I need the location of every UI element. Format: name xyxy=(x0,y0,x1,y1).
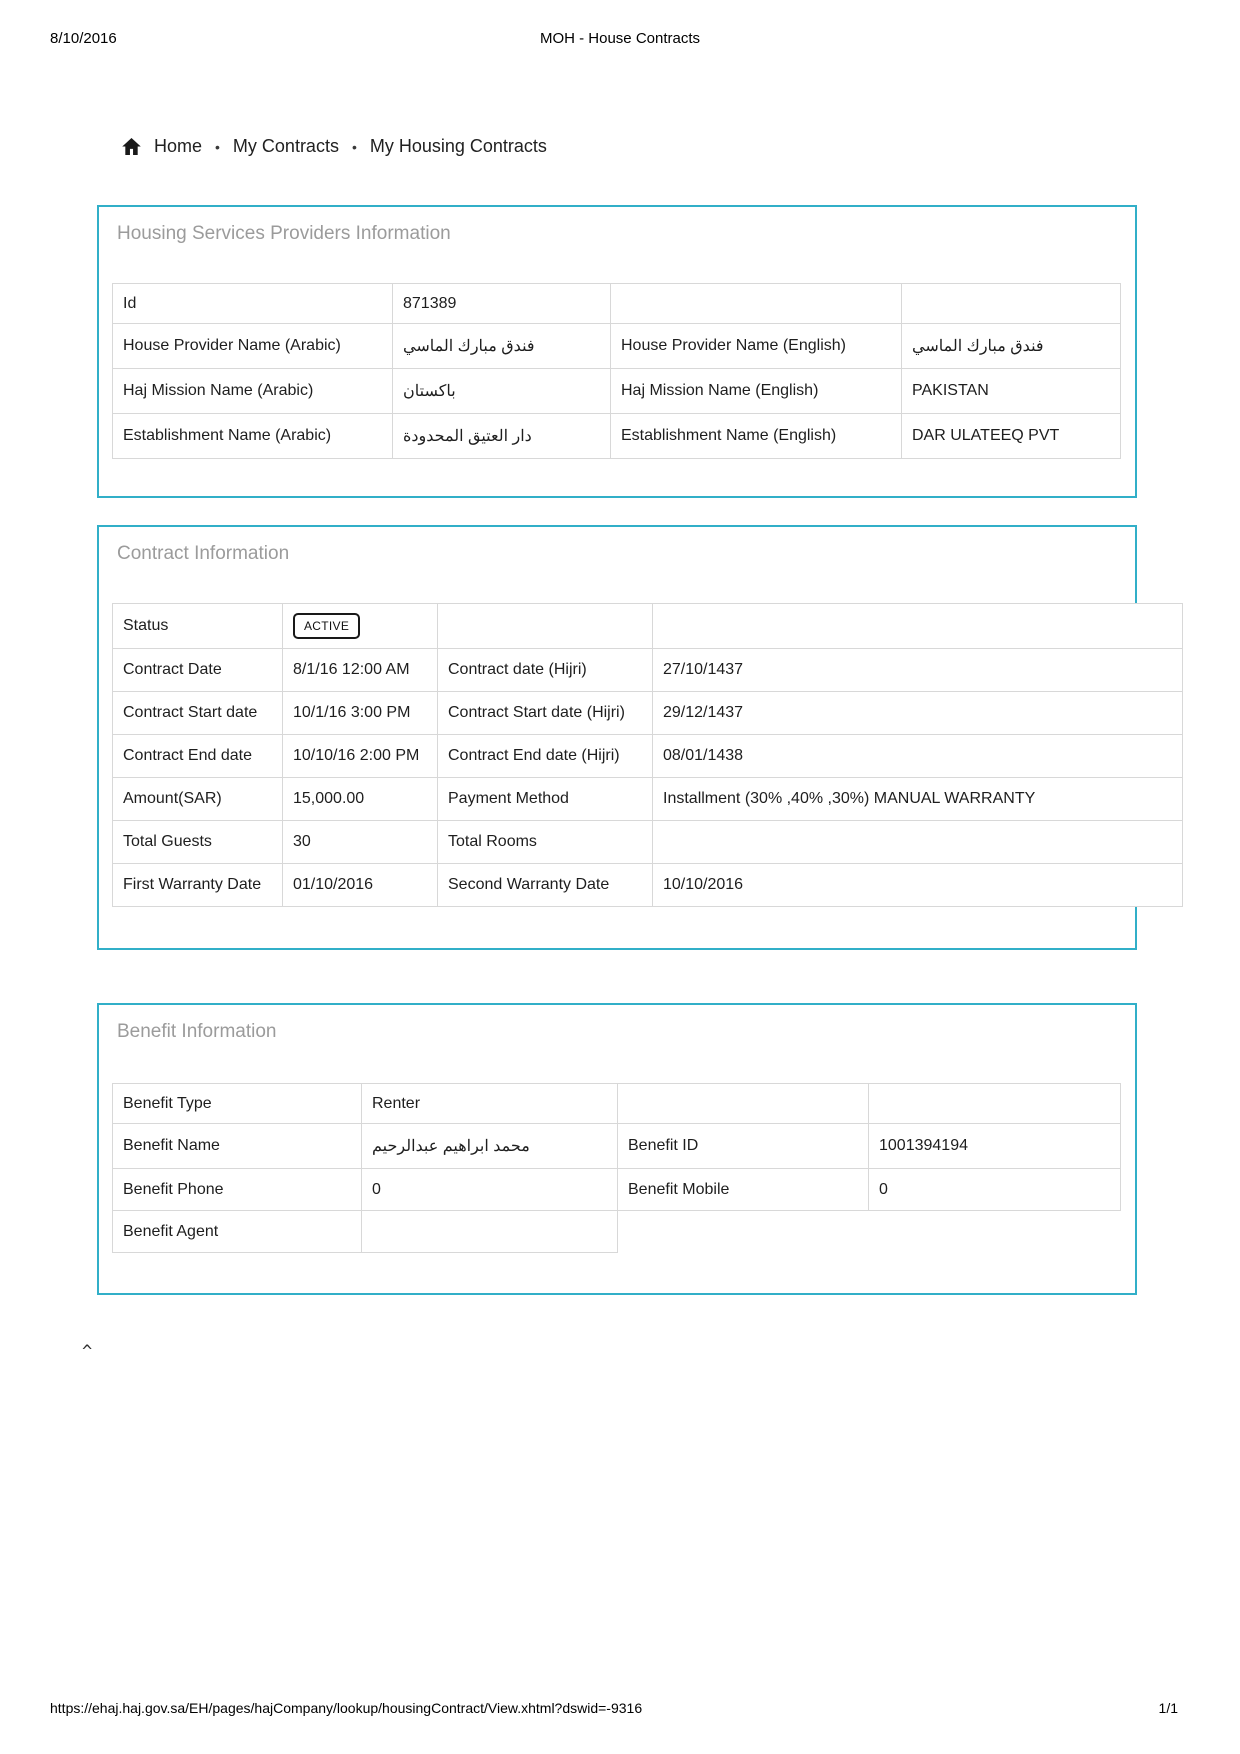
field-label: Benefit Phone xyxy=(113,1169,362,1211)
table-row xyxy=(113,1084,1121,1124)
field-value: 01/10/2016 xyxy=(283,864,438,907)
field-value: 30 xyxy=(283,821,438,864)
field-label xyxy=(611,284,902,324)
table-row xyxy=(113,324,1121,369)
print-date: 8/10/2016 xyxy=(50,30,117,47)
breadcrumb-separator: • xyxy=(215,138,220,155)
field-value xyxy=(869,1084,1121,1124)
field-value: 15,000.00 xyxy=(283,778,438,821)
housing-table xyxy=(112,283,1121,459)
field-label: Status xyxy=(113,604,283,649)
field-value: 10/10/16 2:00 PM xyxy=(283,735,438,778)
field-value: فندق مبارك الماسي xyxy=(393,324,611,369)
field-label: Benefit Mobile xyxy=(618,1169,869,1211)
status-badge: ACTIVE xyxy=(293,613,360,639)
field-value xyxy=(653,821,1183,864)
home-icon[interactable] xyxy=(122,138,141,155)
field-value: محمد ابراهيم عبدالرحيم xyxy=(362,1124,618,1169)
field-value: دار العتيق المحدودة xyxy=(393,414,611,459)
field-value: 0 xyxy=(362,1169,618,1211)
field-label: Benefit Type xyxy=(113,1084,362,1124)
footer-page-number: 1/1 xyxy=(1158,1700,1178,1716)
housing-panel-title: Housing Services Providers Information xyxy=(117,223,451,244)
field-value xyxy=(283,604,438,649)
contract-panel-title: Contract Information xyxy=(117,543,290,564)
field-value: 0 xyxy=(869,1169,1121,1211)
scroll-top-button[interactable]: ^ xyxy=(82,1342,93,1362)
breadcrumb xyxy=(122,136,547,157)
print-title: MOH - House Contracts xyxy=(539,30,701,47)
field-label: House Provider Name (Arabic) xyxy=(113,324,393,369)
table-row xyxy=(113,369,1121,414)
field-value: DAR ULATEEQ PVT xyxy=(902,414,1121,459)
field-value: 10/10/2016 xyxy=(653,864,1183,907)
table-row xyxy=(113,692,1183,735)
table-row xyxy=(113,1124,1121,1169)
field-label: Haj Mission Name (English) xyxy=(611,369,902,414)
field-label xyxy=(618,1084,869,1124)
field-label: Contract End date (Hijri) xyxy=(438,735,653,778)
field-label: Establishment Name (English) xyxy=(611,414,902,459)
table-row xyxy=(113,778,1183,821)
field-value: 08/01/1438 xyxy=(653,735,1183,778)
field-label: Benefit Name xyxy=(113,1124,362,1169)
field-label: Benefit Agent xyxy=(113,1211,362,1253)
table-row xyxy=(113,414,1121,459)
table-row xyxy=(113,649,1183,692)
breadcrumb-separator: • xyxy=(351,138,357,155)
table-row xyxy=(113,735,1183,778)
status-row xyxy=(113,604,1183,649)
benefit-agent-row xyxy=(113,1211,1121,1253)
field-value: 8/1/16 12:00 AM xyxy=(283,649,438,692)
field-label: Contract End date xyxy=(113,735,283,778)
field-label: House Provider Name (English) xyxy=(611,324,902,369)
field-value: 29/12/1437 xyxy=(653,692,1183,735)
field-value: 10/1/16 3:00 PM xyxy=(283,692,438,735)
breadcrumb-my-contracts[interactable]: My Contracts xyxy=(232,136,339,156)
footer-url: https://ehaj.haj.gov.sa/EH/pages/hajCompany/lookup/housingContract/View.xhtml?dswid=-9316 xyxy=(50,1700,643,1716)
table-row xyxy=(113,284,1121,324)
field-label: Amount(SAR) xyxy=(113,778,283,821)
benefit-table xyxy=(112,1083,1121,1253)
table-row xyxy=(113,1169,1121,1211)
field-value: فندق مبارك الماسي xyxy=(902,324,1121,369)
field-value: Renter xyxy=(362,1084,618,1124)
benefit-panel-title: Benefit Information xyxy=(117,1021,277,1042)
field-value xyxy=(902,284,1121,324)
breadcrumb-my-housing-contracts: My Housing Contracts xyxy=(369,136,547,156)
field-label: Establishment Name (Arabic) xyxy=(113,414,393,459)
field-label: Contract date (Hijri) xyxy=(438,649,653,692)
field-value xyxy=(362,1211,618,1253)
field-label xyxy=(438,604,653,649)
field-label: Contract Date xyxy=(113,649,283,692)
field-value xyxy=(653,604,1183,649)
field-label: Id xyxy=(113,284,393,324)
field-label: Haj Mission Name (Arabic) xyxy=(113,369,393,414)
breadcrumb-home[interactable]: Home xyxy=(154,136,203,156)
contract-table xyxy=(112,603,1183,907)
field-label: Total Guests xyxy=(113,821,283,864)
field-value: 1001394194 xyxy=(869,1124,1121,1169)
field-label: Contract Start date (Hijri) xyxy=(438,692,653,735)
field-value: PAKISTAN xyxy=(902,369,1121,414)
field-label: Benefit ID xyxy=(618,1124,869,1169)
field-label: First Warranty Date xyxy=(113,864,283,907)
field-value: باكستان xyxy=(393,369,611,414)
field-label: Contract Start date xyxy=(113,692,283,735)
field-label: Second Warranty Date xyxy=(438,864,653,907)
table-row xyxy=(113,864,1183,907)
field-value: 27/10/1437 xyxy=(653,649,1183,692)
field-label: Payment Method xyxy=(438,778,653,821)
field-value: 871389 xyxy=(393,284,611,324)
field-value: Installment (30% ,40% ,30%) MANUAL WARRANTY xyxy=(653,778,1183,821)
field-label: Total Rooms xyxy=(438,821,653,864)
table-row xyxy=(113,821,1183,864)
